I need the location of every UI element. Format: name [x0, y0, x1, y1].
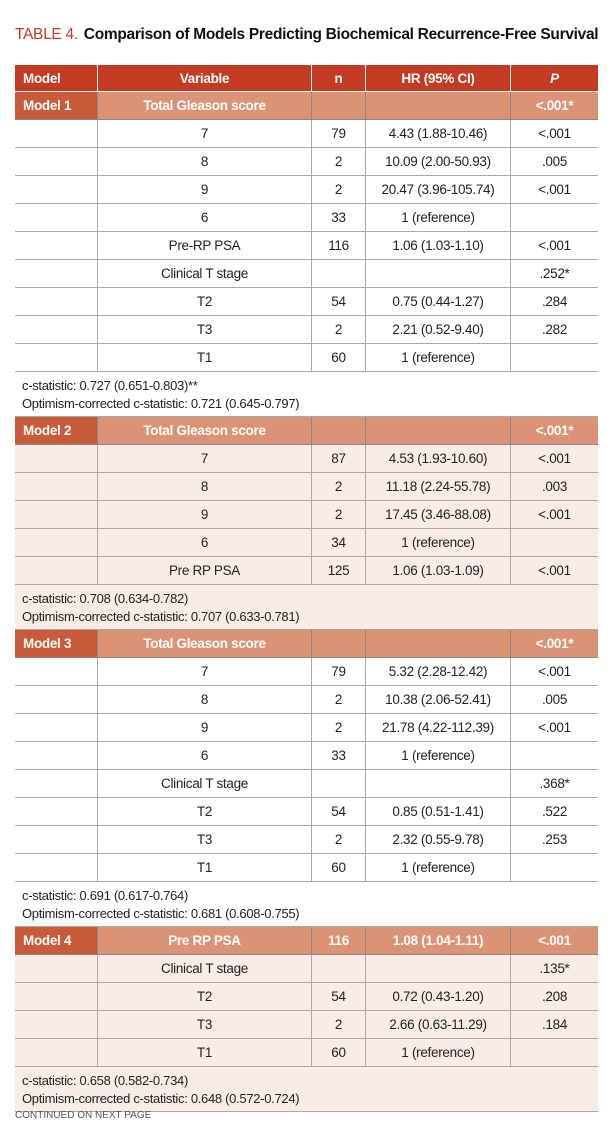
- model-cell: [15, 770, 98, 797]
- optimism-corrected-c-statistic: Optimism-corrected c-statistic: 0.681 (0.608-0.755): [22, 906, 300, 921]
- variable-cell: Total Gleason score: [98, 630, 312, 657]
- model-cell: [15, 288, 98, 315]
- p-cell: <.001*: [535, 636, 574, 651]
- table-body: [15, 92, 598, 1112]
- hr-cell: 1.06 (1.03-1.09): [366, 557, 511, 584]
- variable-cell: 9: [98, 176, 312, 203]
- model-name: Model 3: [15, 630, 98, 657]
- table-row: [15, 742, 598, 770]
- hr-cell: 1 (reference): [366, 204, 511, 231]
- model-cell: [15, 501, 98, 528]
- n-cell: 2: [312, 176, 366, 203]
- table-row: [15, 798, 598, 826]
- hr-cell: 10.09 (2.00-50.93): [366, 148, 511, 175]
- p-cell: [511, 854, 598, 881]
- p-cell: <.001: [538, 126, 571, 141]
- table-row: [15, 955, 598, 983]
- variable-cell: 8: [98, 473, 312, 500]
- hr-cell: 0.72 (0.43-1.20): [366, 983, 511, 1010]
- c-statistic: c-statistic: 0.691 (0.617-0.764): [22, 888, 188, 903]
- model-name: Model 4: [15, 927, 98, 954]
- hr-cell: 17.45 (3.46-88.08): [366, 501, 511, 528]
- n-cell: 2: [312, 501, 366, 528]
- table-row: [15, 120, 598, 148]
- model-footer: [15, 585, 598, 630]
- hr-cell: 0.75 (0.44-1.27): [366, 288, 511, 315]
- p-cell: .368*: [539, 776, 570, 791]
- hr-cell: 1.06 (1.03-1.10): [366, 232, 511, 259]
- c-statistic: c-statistic: 0.658 (0.582-0.734): [22, 1073, 188, 1088]
- n-cell: 2: [312, 686, 366, 713]
- p-cell: .003: [541, 479, 568, 494]
- n-cell: 2: [312, 1011, 366, 1038]
- hr-cell: 10.38 (2.06-52.41): [366, 686, 511, 713]
- model-cell: [15, 232, 98, 259]
- variable-cell: 7: [98, 445, 312, 472]
- p-cell: .522: [541, 804, 568, 819]
- variable-cell: Total Gleason score: [98, 417, 312, 444]
- col-model: Model: [15, 65, 98, 91]
- n-cell: 2: [312, 148, 366, 175]
- p-cell: [511, 529, 598, 556]
- p-cell: <.001: [538, 507, 571, 522]
- model-cell: [15, 658, 98, 685]
- n-cell: 79: [312, 658, 366, 685]
- n-cell: 79: [312, 120, 366, 147]
- model-footer: [15, 1067, 598, 1112]
- variable-cell: Clinical T stage: [98, 260, 312, 287]
- p-cell: <.001: [538, 664, 571, 679]
- p-cell: <.001: [538, 720, 571, 735]
- model-header-row: [15, 927, 598, 955]
- model-section: [15, 417, 598, 630]
- hr-cell: 0.85 (0.51-1.41): [366, 798, 511, 825]
- n-cell: 2: [312, 826, 366, 853]
- model-header-row: [15, 417, 598, 445]
- model-cell: [15, 798, 98, 825]
- p-cell: .284: [541, 294, 568, 309]
- n-cell: 60: [312, 854, 366, 881]
- table-row: [15, 473, 598, 501]
- model-header-row: [15, 630, 598, 658]
- hr-cell: 1 (reference): [366, 854, 511, 881]
- hr-cell: [366, 955, 511, 982]
- hr-cell: 21.78 (4.22-112.39): [366, 714, 511, 741]
- hr-cell: 2.21 (0.52-9.40): [366, 316, 511, 343]
- hr-cell: 1 (reference): [366, 742, 511, 769]
- n-cell: 116: [312, 232, 366, 259]
- p-cell: .208: [541, 989, 568, 1004]
- model-cell: [15, 316, 98, 343]
- p-cell: <.001: [538, 563, 571, 578]
- table-row: [15, 658, 598, 686]
- variable-cell: 6: [98, 204, 312, 231]
- table-row: [15, 770, 598, 798]
- hr-cell: 4.43 (1.88-10.46): [366, 120, 511, 147]
- table-row: [15, 260, 598, 288]
- p-cell: [511, 742, 598, 769]
- p-cell: <.001: [538, 451, 571, 466]
- variable-cell: T2: [98, 288, 312, 315]
- p-cell: <.001: [538, 182, 571, 197]
- variable-cell: Clinical T stage: [98, 770, 312, 797]
- n-cell: [312, 92, 366, 119]
- p-cell: .135*: [539, 961, 570, 976]
- model-cell: [15, 344, 98, 371]
- hr-cell: [366, 417, 511, 444]
- model-cell: [15, 826, 98, 853]
- hr-cell: 2.32 (0.55-9.78): [366, 826, 511, 853]
- model-section: [15, 92, 598, 417]
- variable-cell: 9: [98, 501, 312, 528]
- continued-note: CONTINUED ON NEXT PAGE: [15, 1110, 152, 1121]
- variable-cell: T1: [98, 854, 312, 881]
- variable-cell: Pre RP PSA: [98, 927, 312, 954]
- model-cell: [15, 120, 98, 147]
- hr-cell: 2.66 (0.63-11.29): [366, 1011, 511, 1038]
- model-cell: [15, 204, 98, 231]
- table-label: TABLE 4.: [15, 26, 78, 43]
- variable-cell: T2: [98, 983, 312, 1010]
- n-cell: 54: [312, 798, 366, 825]
- p-cell: [511, 204, 598, 231]
- model-header-row: [15, 92, 598, 120]
- p-cell: [511, 344, 598, 371]
- model-footer: [15, 882, 598, 927]
- hr-cell: 11.18 (2.24-55.78): [366, 473, 511, 500]
- p-cell: .184: [541, 1017, 568, 1032]
- col-n: n: [312, 65, 366, 91]
- table-caption: Comparison of Models Predicting Biochemical Recurrence-Free Survival: [83, 26, 599, 43]
- optimism-corrected-c-statistic: Optimism-corrected c-statistic: 0.721 (0.645-0.797): [22, 396, 300, 411]
- table-row: [15, 686, 598, 714]
- variable-cell: Pre RP PSA: [98, 557, 312, 584]
- n-cell: 2: [312, 316, 366, 343]
- p-cell: .005: [541, 692, 568, 707]
- p-cell: <.001*: [535, 423, 574, 438]
- model-footer: [15, 372, 598, 417]
- n-cell: 2: [312, 714, 366, 741]
- model-cell: [15, 529, 98, 556]
- n-cell: 2: [312, 473, 366, 500]
- variable-cell: 8: [98, 148, 312, 175]
- variable-cell: Clinical T stage: [98, 955, 312, 982]
- hr-cell: [366, 260, 511, 287]
- model-name: Model 2: [15, 417, 98, 444]
- table-row: [15, 204, 598, 232]
- table-row: [15, 557, 598, 585]
- table-row: [15, 344, 598, 372]
- model-cell: [15, 445, 98, 472]
- variable-cell: 8: [98, 686, 312, 713]
- n-cell: 33: [312, 742, 366, 769]
- model-cell: [15, 686, 98, 713]
- model-section: [15, 630, 598, 927]
- variable-cell: T3: [98, 1011, 312, 1038]
- table-row: [15, 316, 598, 344]
- col-variable: Variable: [98, 65, 312, 91]
- comparison-table: [15, 65, 598, 1112]
- variable-cell: T2: [98, 798, 312, 825]
- table-row: [15, 288, 598, 316]
- variable-cell: T3: [98, 826, 312, 853]
- table-row: [15, 1011, 598, 1039]
- n-cell: [312, 630, 366, 657]
- model-cell: [15, 260, 98, 287]
- table-row: [15, 983, 598, 1011]
- model-cell: [15, 557, 98, 584]
- hr-cell: 4.53 (1.93-10.60): [366, 445, 511, 472]
- optimism-corrected-c-statistic: Optimism-corrected c-statistic: 0.648 (0.572-0.724): [22, 1091, 300, 1106]
- n-cell: 60: [312, 1039, 366, 1066]
- variable-cell: 6: [98, 742, 312, 769]
- hr-cell: 1 (reference): [366, 529, 511, 556]
- hr-cell: 20.47 (3.96-105.74): [366, 176, 511, 203]
- n-cell: [312, 770, 366, 797]
- variable-cell: 9: [98, 714, 312, 741]
- col-p: P: [550, 70, 559, 86]
- optimism-corrected-c-statistic: Optimism-corrected c-statistic: 0.707 (0.633-0.781): [22, 609, 300, 624]
- table-row: [15, 714, 598, 742]
- n-cell: [312, 260, 366, 287]
- model-cell: [15, 983, 98, 1010]
- variable-cell: 7: [98, 120, 312, 147]
- variable-cell: T1: [98, 344, 312, 371]
- variable-cell: 6: [98, 529, 312, 556]
- hr-cell: 5.32 (2.28-12.42): [366, 658, 511, 685]
- table-row: [15, 445, 598, 473]
- variable-cell: T1: [98, 1039, 312, 1066]
- hr-cell: 1 (reference): [366, 344, 511, 371]
- p-cell: <.001: [538, 238, 571, 253]
- variable-cell: 7: [98, 658, 312, 685]
- table-row: [15, 501, 598, 529]
- model-section: [15, 927, 598, 1112]
- model-cell: [15, 148, 98, 175]
- model-cell: [15, 176, 98, 203]
- p-cell: <.001*: [535, 98, 574, 113]
- model-cell: [15, 1039, 98, 1066]
- n-cell: 34: [312, 529, 366, 556]
- col-hr: HR (95% CI): [366, 65, 511, 91]
- p-cell: .282: [541, 322, 568, 337]
- n-cell: 125: [312, 557, 366, 584]
- hr-cell: [366, 92, 511, 119]
- n-cell: 116: [312, 927, 366, 954]
- table-header-row: [15, 65, 598, 92]
- model-cell: [15, 1011, 98, 1038]
- variable-cell: T3: [98, 316, 312, 343]
- table-row: [15, 1039, 598, 1067]
- n-cell: 54: [312, 983, 366, 1010]
- table-row: [15, 826, 598, 854]
- n-cell: 33: [312, 204, 366, 231]
- table-row: [15, 148, 598, 176]
- hr-cell: 1 (reference): [366, 1039, 511, 1066]
- model-name: Model 1: [15, 92, 98, 119]
- p-cell: .252*: [539, 266, 570, 281]
- p-cell: .005: [541, 154, 568, 169]
- model-cell: [15, 473, 98, 500]
- variable-cell: Pre-RP PSA: [98, 232, 312, 259]
- n-cell: 87: [312, 445, 366, 472]
- variable-cell: Total Gleason score: [98, 92, 312, 119]
- table-row: [15, 529, 598, 557]
- model-cell: [15, 854, 98, 881]
- table-row: [15, 854, 598, 882]
- model-cell: [15, 742, 98, 769]
- c-statistic: c-statistic: 0.708 (0.634-0.782): [22, 591, 188, 606]
- p-cell: .253: [541, 832, 568, 847]
- table-row: [15, 176, 598, 204]
- hr-cell: 1.08 (1.04-1.11): [366, 927, 511, 954]
- model-cell: [15, 955, 98, 982]
- table-title: [15, 25, 605, 45]
- n-cell: 60: [312, 344, 366, 371]
- n-cell: [312, 955, 366, 982]
- p-cell: [511, 1039, 598, 1066]
- model-cell: [15, 714, 98, 741]
- c-statistic: c-statistic: 0.727 (0.651-0.803)**: [22, 378, 198, 393]
- table-row: [15, 232, 598, 260]
- hr-cell: [366, 630, 511, 657]
- p-cell: <.001: [538, 933, 571, 948]
- n-cell: 54: [312, 288, 366, 315]
- n-cell: [312, 417, 366, 444]
- hr-cell: [366, 770, 511, 797]
